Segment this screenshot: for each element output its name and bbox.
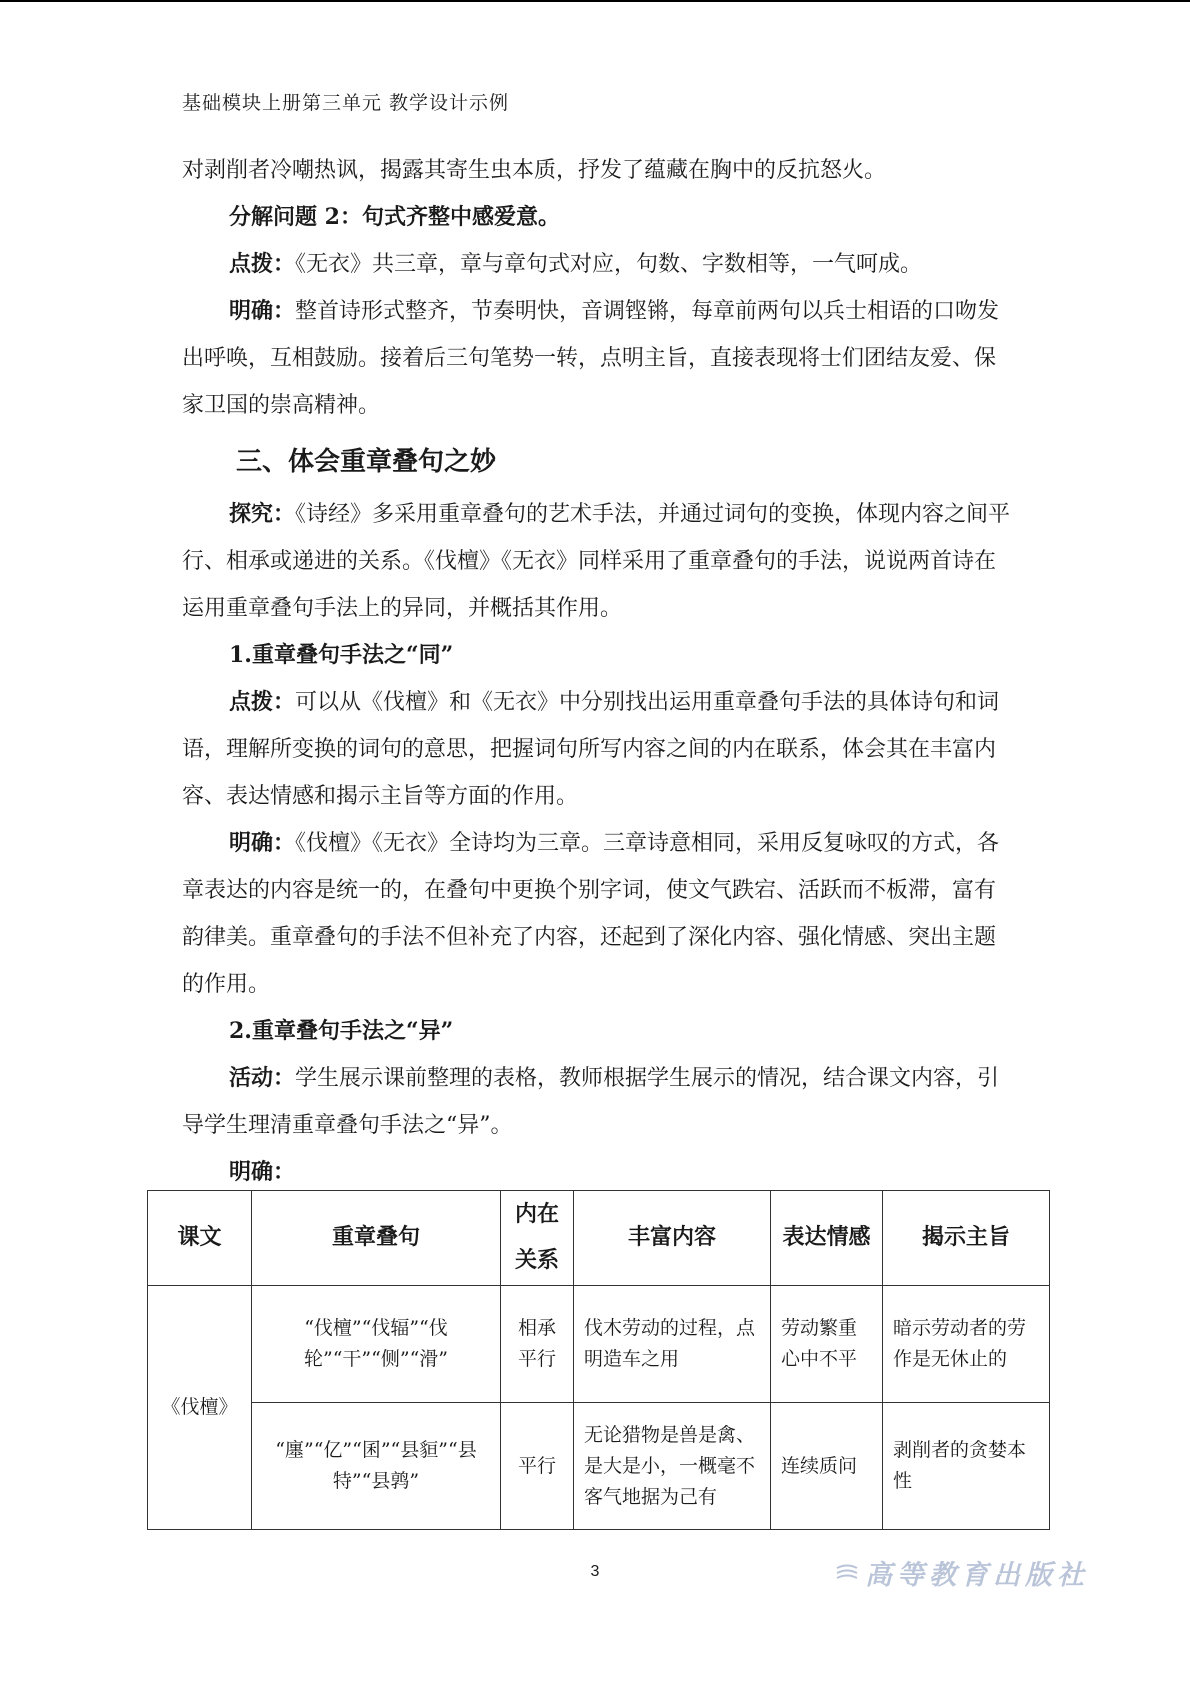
cell-relation: 平行: [501, 1403, 574, 1530]
table-row: [148, 1403, 1050, 1530]
publisher-logo: [835, 1553, 1089, 1592]
cell-content: 无论猎物是兽是禽、是大是小，一概毫不客气地据为己有: [574, 1403, 771, 1530]
header-phrases: 重章叠句: [252, 1191, 501, 1286]
paragraph-clarify: [182, 288, 1014, 429]
cell-theme: 暗示劳动者的劳作是无休止的: [883, 1286, 1050, 1403]
publisher-emblem-icon: [835, 1563, 859, 1583]
section-title: 三、体会重章叠句之妙: [236, 447, 497, 477]
table-header-row: [148, 1191, 1050, 1286]
hint-text: 《无衣》共三章，章与章句式对应，句数、字数相等，一气呵成。: [295, 252, 923, 277]
clarify-label: 明确：: [229, 298, 296, 324]
cell-emotion: 劳动繁重心中不平: [771, 1286, 883, 1403]
cell-relation: 相承平行: [501, 1286, 574, 1403]
paragraph-explore: [182, 491, 1014, 632]
subproblem-heading: 分解问题 2：句式齐整中感爱意。: [229, 204, 560, 230]
publisher-name: 高等教育出版社: [865, 1560, 1089, 1591]
header-theme: 揭示主旨: [883, 1191, 1050, 1286]
header-emotion: 表达情感: [771, 1191, 883, 1286]
cell-content: 伐木劳动的过程，点明造车之用: [574, 1286, 771, 1403]
subheading-different: 2.重章叠句手法之“异”: [229, 1018, 454, 1044]
header-content: 丰富内容: [574, 1191, 771, 1286]
cell-theme: 剥削者的贪婪本性: [883, 1403, 1050, 1530]
activity-text: 学生展示课前整理的表格，教师根据学生展示的情况，结合课文内容，引导学生理清重章叠句手法之“异”。: [182, 1066, 1000, 1138]
subheading-same: 1.重章叠句手法之“同”: [229, 642, 454, 668]
hint-label: 点拨：: [229, 251, 296, 277]
clarify-label-3: 明确：: [229, 1159, 296, 1185]
page-number: 3: [590, 1563, 600, 1580]
table-row: [148, 1286, 1050, 1403]
header-text: 课文: [148, 1191, 252, 1286]
cell-text-name: 《伐檀》: [148, 1286, 252, 1530]
explore-text: 《诗经》多采用重章叠句的艺术手法，并通过词句的变换，体现内容之间平行、相承或递进的关系。《伐檀》《无衣》同样采用了重章叠句的手法，说说两首诗在运用重章叠句手法上的异同，并概括其作用。: [182, 502, 1011, 621]
cell-phrases: “伐檀”“伐辐”“伐轮”“干”“侧”“滑”: [252, 1286, 501, 1403]
hint-label-2: 点拨：: [229, 689, 296, 715]
clarify-text: 整首诗形式整齐，节奏明快，音调铿锵，每章前两句以兵士相语的口吻发出呼唤，互相鼓励。接着后三句笔势一转，点明主旨，直接表现将士们团结友爱、保家卫国的崇高精神。: [182, 299, 1000, 418]
header-relation: 内在关系: [501, 1191, 574, 1286]
paragraph-continued: 对剥削者冷嘲热讽，揭露其寄生虫本质，抒发了蕴藏在胸中的反抗怒火。: [182, 158, 887, 183]
top-rule: [0, 0, 1190, 2]
hint-text-2: 可以从《伐檀》和《无衣》中分别找出运用重章叠句手法的具体诗句和词语，理解所变换的词句的意思，把握词句所写内容之间的内在联系，体会其在丰富内容、表达情感和揭示主旨等方面的作用。: [182, 690, 1000, 809]
running-header: 基础模块上册第三单元 教学设计示例: [182, 92, 510, 114]
activity-label: 活动：: [229, 1065, 296, 1091]
clarify-text-2: 《伐檀》《无衣》全诗均为三章。三章诗意相同，采用反复咏叹的方式，各章表达的内容是统一的，在叠句中更换个别字词，使文气跌宕、活跃而不板滞，富有韵律美。重章叠句的手法不但补充了内容，还起到了深化内容、强化情感、突出主题的作用。: [182, 831, 1000, 997]
explore-label: 探究：: [229, 501, 296, 527]
paragraph-hint-2: [182, 679, 1014, 820]
cell-emotion: 连续质问: [771, 1403, 883, 1530]
clarify-label-2: 明确：: [229, 830, 296, 856]
paragraph-clarify-2: [182, 820, 1014, 1008]
paragraph-hint: [182, 241, 1014, 288]
body-text: [182, 147, 1014, 1196]
comparison-table: [147, 1190, 1050, 1530]
paragraph-activity: [182, 1055, 1014, 1149]
cell-phrases: “廛”“亿”“囷”“县貆”“县特”“县鹑”: [252, 1403, 501, 1530]
